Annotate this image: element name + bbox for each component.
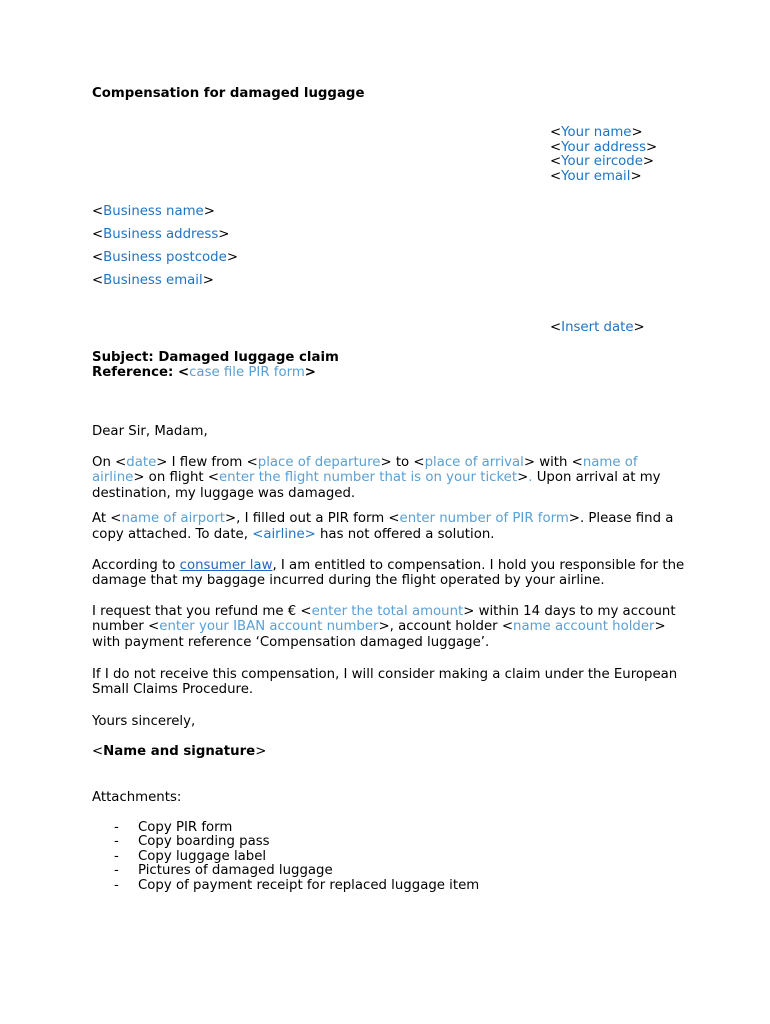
recipient-postcode: <Business postcode>: [92, 250, 238, 265]
sender-eircode: <Your eircode>: [550, 154, 655, 170]
sender-block: [550, 126, 657, 185]
paragraph-flight: On <date> I flew from <place of departure> to <place of arrival> with <name of airline> on flight <enter the flight number that is on your ticket>. Upon arrival at my destination, my luggage was damaged.: [92, 454, 661, 501]
letter-body: [92, 424, 692, 893]
list-item: - Copy boarding pass: [114, 834, 270, 850]
consumer-law-link[interactable]: consumer law: [179, 557, 273, 573]
date-line: <Insert date>: [550, 320, 645, 335]
list-item: - Pictures of damaged luggage: [114, 863, 333, 879]
attachments-list: [92, 821, 692, 894]
salutation: Dear Sir, Madam,: [92, 424, 208, 439]
sender-email: <Your email>: [550, 169, 642, 185]
recipient-address: <Business address>: [92, 227, 230, 242]
recipient-block: [92, 200, 238, 292]
reference-line: Reference: <case file PIR form>: [92, 365, 316, 380]
paragraph-law: According to consumer law, I am entitled to compensation. I hold you responsible for the damage that my baggage incurred during the flight operated by your airline.: [92, 557, 685, 589]
attachments-label: Attachments:: [92, 789, 182, 805]
subject-line: Subject: Damaged luggage claim: [92, 350, 339, 365]
recipient-email: <Business email>: [92, 273, 214, 288]
list-item: - Copy luggage label: [114, 848, 267, 864]
paragraph-small-claims: If I do not receive this compensation, I will consider making a claim under the European Small Claims Procedure.: [92, 666, 678, 698]
subject-block: [92, 350, 339, 380]
sender-name: <Your name>: [550, 125, 643, 140]
signature-line: <Name and signature>: [92, 744, 267, 760]
paragraph-pir: At <name of airport>, I filled out a PIR form <enter number of PIR form>. Please find a copy attached. To date, <airline> has not offered a solution.: [92, 511, 674, 542]
list-item: - Copy of payment receipt for replaced luggage item: [114, 877, 480, 893]
list-item: - Copy PIR form: [114, 819, 233, 835]
paragraph-refund: I request that you refund me € <enter the total amount> within 14 days to my account number <enter your IBAN account number>, account holder <name account holder> with payment reference ‘Compensation damaged luggage’.: [92, 603, 676, 650]
sender-address: <Your address>: [550, 139, 658, 155]
recipient-name: <Business name>: [92, 204, 215, 219]
letter-title: Compensation for damaged luggage: [92, 86, 365, 101]
closing: Yours sincerely,: [92, 713, 196, 729]
